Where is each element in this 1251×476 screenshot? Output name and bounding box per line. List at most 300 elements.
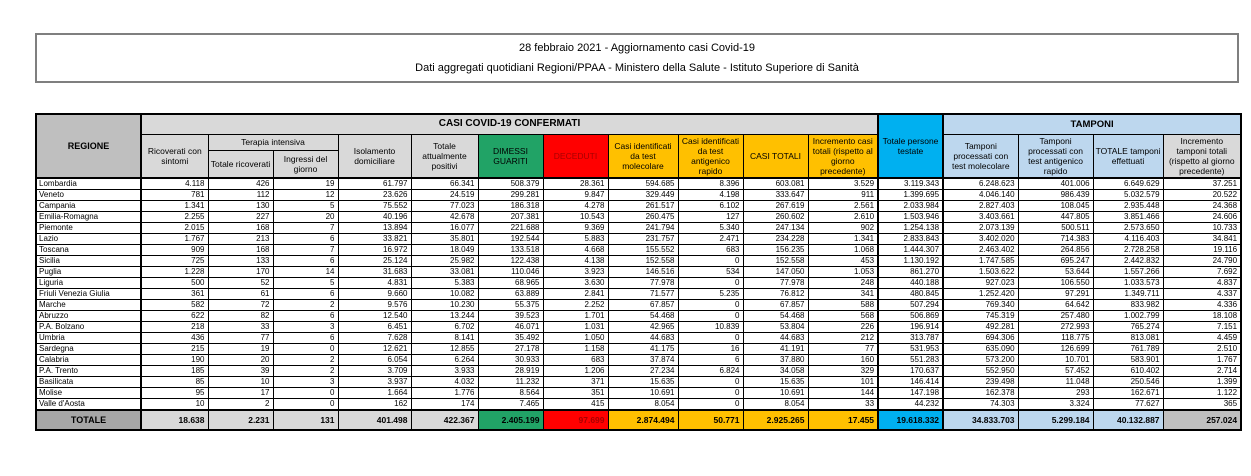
value-cell: 1.767	[1163, 355, 1241, 366]
value-cell: 25.982	[411, 256, 478, 267]
value-cell: 10.733	[1163, 223, 1241, 234]
total-tamponi-molecolare: 34.833.703	[943, 410, 1018, 430]
value-cell: 568	[808, 311, 878, 322]
value-cell: 911	[808, 190, 878, 201]
value-cell: 41.191	[743, 344, 808, 355]
value-cell: 77.023	[411, 201, 478, 212]
value-cell: 247.134	[743, 223, 808, 234]
value-cell: 27.234	[608, 366, 678, 377]
value-cell: 12.540	[338, 311, 411, 322]
value-cell: 126.699	[1018, 344, 1093, 355]
total-ricoverati: 18.638	[141, 410, 208, 430]
table-row	[36, 212, 1241, 223]
value-cell: 12	[273, 190, 338, 201]
value-cell: 6.451	[338, 322, 411, 333]
value-cell: 190	[141, 355, 208, 366]
value-cell: 20	[208, 355, 273, 366]
region-name-cell: Molise	[36, 388, 141, 399]
value-cell: 67.857	[743, 300, 808, 311]
value-cell: 5.340	[678, 223, 743, 234]
value-cell: 227	[208, 212, 273, 223]
value-cell: 11.048	[1018, 377, 1093, 388]
table-row	[36, 377, 1241, 388]
table-row	[36, 399, 1241, 411]
table-row	[36, 245, 1241, 256]
value-cell: 9.660	[338, 289, 411, 300]
table-body	[36, 178, 1241, 410]
value-cell: 162.671	[1093, 388, 1163, 399]
value-cell: 39.523	[478, 311, 543, 322]
value-cell: 152.558	[608, 256, 678, 267]
total-attualmente-positivi: 422.367	[411, 410, 478, 430]
value-cell: 44.232	[878, 399, 943, 411]
table-row	[36, 289, 1241, 300]
value-cell: 0	[678, 388, 743, 399]
region-name-cell: Emilia-Romagna	[36, 212, 141, 223]
value-cell: 4.116.403	[1093, 234, 1163, 245]
value-cell: 13.244	[411, 311, 478, 322]
table-row	[36, 223, 1241, 234]
total-tamponi-antigenico: 5.299.184	[1018, 410, 1093, 430]
value-cell: 110.046	[478, 267, 543, 278]
value-cell: 1.444.307	[878, 245, 943, 256]
value-cell: 13.894	[338, 223, 411, 234]
value-cell: 16	[678, 344, 743, 355]
value-cell: 72	[208, 300, 273, 311]
value-cell: 534	[678, 267, 743, 278]
value-cell: 6.264	[411, 355, 478, 366]
value-cell: 902	[808, 223, 878, 234]
column-header-totale-tamponi: TOTALE tamponi effettuati	[1093, 134, 1163, 178]
total-persone-testate: 19.618.332	[878, 410, 943, 430]
value-cell: 552.950	[943, 366, 1018, 377]
table-row	[36, 388, 1241, 399]
region-name-cell: Lombardia	[36, 178, 141, 190]
column-header-incremento-casi: Incremento casi totali (rispetto al giorno precedente)	[808, 134, 878, 178]
value-cell: 42.678	[411, 212, 478, 223]
value-cell: 351	[543, 388, 608, 399]
value-cell: 2	[273, 366, 338, 377]
column-header-dimessi-guariti: DIMESSI GUARITI	[478, 134, 543, 178]
value-cell: 492.281	[943, 322, 1018, 333]
value-cell: 583.901	[1093, 355, 1163, 366]
value-cell: 371	[543, 377, 608, 388]
value-cell: 1.228	[141, 267, 208, 278]
value-cell: 1.503.946	[878, 212, 943, 223]
table-row	[36, 201, 1241, 212]
value-cell: 1.053	[808, 267, 878, 278]
total-terapia: 2.231	[208, 410, 273, 430]
value-cell: 207.381	[478, 212, 543, 223]
value-cell: 3.630	[543, 278, 608, 289]
value-cell: 506.869	[878, 311, 943, 322]
value-cell: 0	[678, 278, 743, 289]
value-cell: 35.801	[411, 234, 478, 245]
report-date-title: 28 febbraio 2021 - Aggiornamento casi Covid-19	[518, 42, 756, 55]
value-cell: 14	[273, 267, 338, 278]
table-row	[36, 178, 1241, 190]
value-cell: 1.158	[543, 344, 608, 355]
region-name-cell: Friuli Venezia Giulia	[36, 289, 141, 300]
value-cell: 1.349.711	[1093, 289, 1163, 300]
value-cell: 37.874	[608, 355, 678, 366]
value-cell: 250.546	[1093, 377, 1163, 388]
value-cell: 33	[808, 399, 878, 411]
value-cell: 603.081	[743, 178, 808, 190]
value-cell: 3.403.661	[943, 212, 1018, 223]
value-cell: 551.283	[878, 355, 943, 366]
value-cell: 2	[208, 399, 273, 411]
value-cell: 1.341	[141, 201, 208, 212]
column-header-isolamento: Isolamento domiciliare	[338, 134, 411, 178]
value-cell: 77	[808, 344, 878, 355]
region-name-cell: Basilicata	[36, 377, 141, 388]
value-cell: 37.880	[743, 355, 808, 366]
value-cell: 77.978	[743, 278, 808, 289]
value-cell: 1.503.622	[943, 267, 1018, 278]
value-cell: 239.498	[943, 377, 1018, 388]
column-header-casi-antigenico: Casi identificati da test antigenico rapido	[678, 134, 743, 178]
value-cell: 34.841	[1163, 234, 1241, 245]
value-cell: 17	[208, 388, 273, 399]
value-cell: 2.252	[543, 300, 608, 311]
value-cell: 10.701	[1018, 355, 1093, 366]
column-header-terapia-ingressi: Ingressi del giorno	[273, 150, 338, 178]
value-cell: 1.776	[411, 388, 478, 399]
value-cell: 127	[678, 212, 743, 223]
value-cell: 6.649.629	[1093, 178, 1163, 190]
value-cell: 20.522	[1163, 190, 1241, 201]
value-cell: 1.050	[543, 333, 608, 344]
value-cell: 508.379	[478, 178, 543, 190]
value-cell: 215	[141, 344, 208, 355]
value-cell: 152.558	[743, 256, 808, 267]
value-cell: 77.978	[608, 278, 678, 289]
value-cell: 231.757	[608, 234, 678, 245]
total-casi-totali: 2.925.265	[743, 410, 808, 430]
value-cell: 6	[273, 234, 338, 245]
value-cell: 19	[273, 178, 338, 190]
value-cell: 160	[808, 355, 878, 366]
value-cell: 46.071	[478, 322, 543, 333]
value-cell: 440.188	[878, 278, 943, 289]
value-cell: 447.805	[1018, 212, 1093, 223]
table-row	[36, 344, 1241, 355]
value-cell: 75.552	[338, 201, 411, 212]
value-cell: 426	[208, 178, 273, 190]
value-cell: 8.054	[608, 399, 678, 411]
value-cell: 11.232	[478, 377, 543, 388]
value-cell: 192.544	[478, 234, 543, 245]
value-cell: 24.606	[1163, 212, 1241, 223]
value-cell: 507.294	[878, 300, 943, 311]
value-cell: 7.151	[1163, 322, 1241, 333]
value-cell: 64.642	[1018, 300, 1093, 311]
value-cell: 68.965	[478, 278, 543, 289]
value-cell: 55.375	[478, 300, 543, 311]
value-cell: 3.709	[338, 366, 411, 377]
table-row	[36, 256, 1241, 267]
value-cell: 6	[273, 289, 338, 300]
covid-data-table	[35, 113, 1242, 431]
value-cell: 2	[273, 300, 338, 311]
value-cell: 761.789	[1093, 344, 1163, 355]
table-row	[36, 333, 1241, 344]
total-casi-antigenico: 50.771	[678, 410, 743, 430]
column-header-tamponi-antigenico: Tamponi processati con test antigenico rapido	[1018, 134, 1093, 178]
value-cell: 7	[273, 245, 338, 256]
value-cell: 361	[141, 289, 208, 300]
value-cell: 118.775	[1018, 333, 1093, 344]
value-cell: 15.635	[608, 377, 678, 388]
value-cell: 264.856	[1018, 245, 1093, 256]
value-cell: 162.378	[943, 388, 1018, 399]
value-cell: 66.341	[411, 178, 478, 190]
value-cell: 10.691	[743, 388, 808, 399]
value-cell: 4.837	[1163, 278, 1241, 289]
value-cell: 500.511	[1018, 223, 1093, 234]
table-row	[36, 278, 1241, 289]
total-isolamento: 401.498	[338, 410, 411, 430]
column-header-regione: REGIONE	[36, 114, 141, 178]
value-cell: 3.324	[1018, 399, 1093, 411]
value-cell: 2.015	[141, 223, 208, 234]
value-cell: 500	[141, 278, 208, 289]
region-name-cell: Lazio	[36, 234, 141, 245]
value-cell: 7	[273, 223, 338, 234]
region-name-cell: Campania	[36, 201, 141, 212]
value-cell: 260.602	[743, 212, 808, 223]
value-cell: 5.235	[678, 289, 743, 300]
value-cell: 147.198	[878, 388, 943, 399]
value-cell: 95	[141, 388, 208, 399]
value-cell: 2.471	[678, 234, 743, 245]
value-cell: 34.058	[743, 366, 808, 377]
value-cell: 329.449	[608, 190, 678, 201]
value-cell: 97.291	[1018, 289, 1093, 300]
column-header-casi-molecolare: Casi identificati da test molecolare	[608, 134, 678, 178]
value-cell: 24.368	[1163, 201, 1241, 212]
value-cell: 986.439	[1018, 190, 1093, 201]
value-cell: 147.050	[743, 267, 808, 278]
value-cell: 3.851.466	[1093, 212, 1163, 223]
value-cell: 33.821	[338, 234, 411, 245]
totals-row	[36, 410, 1241, 430]
value-cell: 0	[678, 256, 743, 267]
value-cell: 745.319	[943, 311, 1018, 322]
table-row	[36, 311, 1241, 322]
region-name-cell: Sardegna	[36, 344, 141, 355]
value-cell: 53.644	[1018, 267, 1093, 278]
value-cell: 6.102	[678, 201, 743, 212]
value-cell: 25.124	[338, 256, 411, 267]
value-cell: 6.702	[411, 322, 478, 333]
value-cell: 52	[208, 278, 273, 289]
column-header-incremento-tamponi: Incremento tamponi totali (rispetto al giorno precedente)	[1163, 134, 1241, 178]
value-cell: 9.576	[338, 300, 411, 311]
value-cell: 54.468	[743, 311, 808, 322]
value-cell: 18.108	[1163, 311, 1241, 322]
value-cell: 3.402.020	[943, 234, 1018, 245]
value-cell: 77.627	[1093, 399, 1163, 411]
table-row	[36, 366, 1241, 377]
value-cell: 19	[208, 344, 273, 355]
value-cell: 2.728.258	[1093, 245, 1163, 256]
total-deceduti: 97.699	[543, 410, 608, 430]
region-name-cell: P.A. Trento	[36, 366, 141, 377]
value-cell: 174	[411, 399, 478, 411]
value-cell: 5.032.579	[1093, 190, 1163, 201]
value-cell: 365	[1163, 399, 1241, 411]
value-cell: 7.692	[1163, 267, 1241, 278]
totals-label: TOTALE	[36, 410, 141, 430]
total-ingressi: 131	[273, 410, 338, 430]
value-cell: 329	[808, 366, 878, 377]
value-cell: 813.081	[1093, 333, 1163, 344]
value-cell: 6	[273, 311, 338, 322]
value-cell: 2.610	[808, 212, 878, 223]
value-cell: 2.827.403	[943, 201, 1018, 212]
value-cell: 2.714	[1163, 366, 1241, 377]
region-name-cell: P.A. Bolzano	[36, 322, 141, 333]
value-cell: 0	[273, 344, 338, 355]
band-tamponi: TAMPONI	[943, 114, 1241, 134]
value-cell: 63.889	[478, 289, 543, 300]
value-cell: 694.306	[943, 333, 1018, 344]
value-cell: 272.993	[1018, 322, 1093, 333]
value-cell: 4.138	[543, 256, 608, 267]
value-cell: 5	[273, 201, 338, 212]
value-cell: 6.824	[678, 366, 743, 377]
value-cell: 2.833.843	[878, 234, 943, 245]
value-cell: 33.081	[411, 267, 478, 278]
value-cell: 2.935.448	[1093, 201, 1163, 212]
value-cell: 1.130.192	[878, 256, 943, 267]
value-cell: 146.414	[878, 377, 943, 388]
value-cell: 1.002.799	[1093, 311, 1163, 322]
value-cell: 341	[808, 289, 878, 300]
value-cell: 582	[141, 300, 208, 311]
value-cell: 3.937	[338, 377, 411, 388]
value-cell: 1.701	[543, 311, 608, 322]
value-cell: 861.270	[878, 267, 943, 278]
total-incremento-tamponi: 257.024	[1163, 410, 1241, 430]
value-cell: 2.841	[543, 289, 608, 300]
table-row	[36, 190, 1241, 201]
value-cell: 28.361	[543, 178, 608, 190]
value-cell: 573.200	[943, 355, 1018, 366]
value-cell: 6.054	[338, 355, 411, 366]
value-cell: 8.141	[411, 333, 478, 344]
value-cell: 31.683	[338, 267, 411, 278]
value-cell: 2.073.139	[943, 223, 1018, 234]
value-cell: 4.668	[543, 245, 608, 256]
region-name-cell: Abruzzo	[36, 311, 141, 322]
column-header-tamponi-molecolare: Tamponi processati con test molecolare	[943, 134, 1018, 178]
value-cell: 714.383	[1018, 234, 1093, 245]
value-cell: 108.045	[1018, 201, 1093, 212]
value-cell: 168	[208, 245, 273, 256]
value-cell: 28.919	[478, 366, 543, 377]
value-cell: 248	[808, 278, 878, 289]
value-cell: 168	[208, 223, 273, 234]
value-cell: 6	[678, 355, 743, 366]
table-footer	[36, 410, 1241, 430]
band-terapia-intensiva: Terapia intensiva	[208, 134, 338, 150]
value-cell: 8.054	[743, 399, 808, 411]
value-cell: 1.399	[1163, 377, 1241, 388]
region-name-cell: Calabria	[36, 355, 141, 366]
value-cell: 77	[208, 333, 273, 344]
value-cell: 267.619	[743, 201, 808, 212]
value-cell: 23.626	[338, 190, 411, 201]
value-cell: 76.812	[743, 289, 808, 300]
value-cell: 41.175	[608, 344, 678, 355]
region-name-cell: Marche	[36, 300, 141, 311]
value-cell: 42.965	[608, 322, 678, 333]
value-cell: 234.228	[743, 234, 808, 245]
column-header-deceduti: DECEDUTI	[543, 134, 608, 178]
value-cell: 133	[208, 256, 273, 267]
value-cell: 2.510	[1163, 344, 1241, 355]
value-cell: 4.336	[1163, 300, 1241, 311]
total-incremento-casi: 17.455	[808, 410, 878, 430]
value-cell: 12.621	[338, 344, 411, 355]
value-cell: 299.281	[478, 190, 543, 201]
value-cell: 130	[208, 201, 273, 212]
value-cell: 186.318	[478, 201, 543, 212]
region-name-cell: Toscana	[36, 245, 141, 256]
value-cell: 19.116	[1163, 245, 1241, 256]
report-subtitle: Dati aggregati quotidiani Regioni/PPAA - Ministero della Salute - Istituto Superiore di Sanità	[415, 61, 859, 74]
value-cell: 4.831	[338, 278, 411, 289]
table-row	[36, 267, 1241, 278]
value-cell: 3	[273, 377, 338, 388]
value-cell: 213	[208, 234, 273, 245]
value-cell: 112	[208, 190, 273, 201]
value-cell: 10.839	[678, 322, 743, 333]
value-cell: 781	[141, 190, 208, 201]
value-cell: 2	[273, 355, 338, 366]
value-cell: 10.543	[543, 212, 608, 223]
value-cell: 260.475	[608, 212, 678, 223]
value-cell: 85	[141, 377, 208, 388]
value-cell: 333.647	[743, 190, 808, 201]
value-cell: 909	[141, 245, 208, 256]
value-cell: 9.847	[543, 190, 608, 201]
value-cell: 24.790	[1163, 256, 1241, 267]
value-cell: 61.797	[338, 178, 411, 190]
value-cell: 196.914	[878, 322, 943, 333]
region-name-cell: Umbria	[36, 333, 141, 344]
value-cell: 313.787	[878, 333, 943, 344]
total-totale-tamponi: 40.132.887	[1093, 410, 1163, 430]
value-cell: 226	[808, 322, 878, 333]
region-name-cell: Sicilia	[36, 256, 141, 267]
region-name-cell: Piemonte	[36, 223, 141, 234]
value-cell: 16.077	[411, 223, 478, 234]
value-cell: 170	[208, 267, 273, 278]
value-cell: 6	[273, 256, 338, 267]
value-cell: 6.248.623	[943, 178, 1018, 190]
region-name-cell: Veneto	[36, 190, 141, 201]
value-cell: 725	[141, 256, 208, 267]
region-name-cell: Liguria	[36, 278, 141, 289]
value-cell: 54.468	[608, 311, 678, 322]
value-cell: 261.517	[608, 201, 678, 212]
value-cell: 1.206	[543, 366, 608, 377]
value-cell: 40.196	[338, 212, 411, 223]
